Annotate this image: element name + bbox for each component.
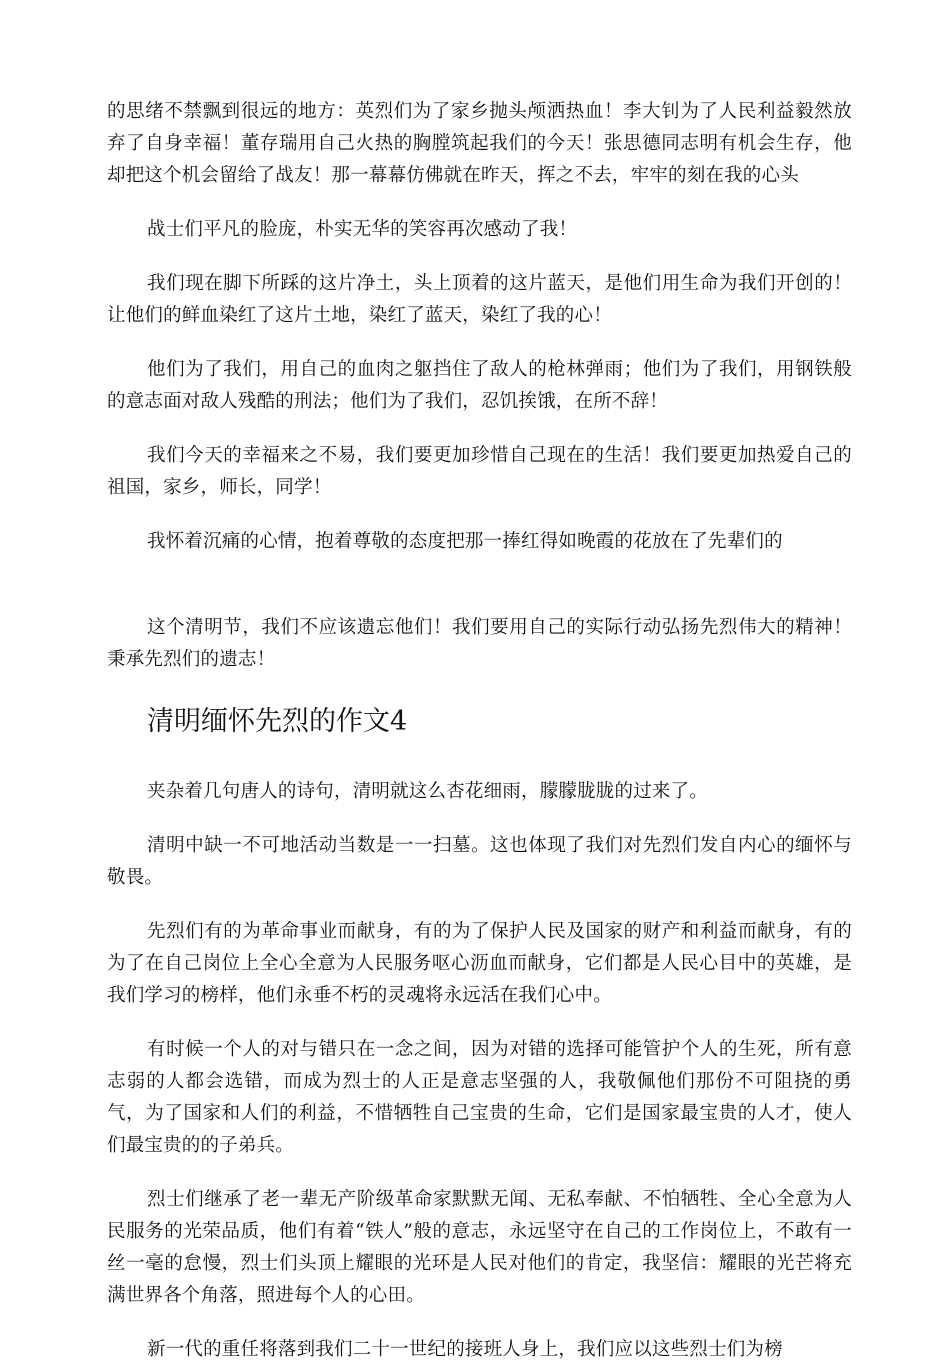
paragraph-continuation: 的思绪不禁飘到很远的地方：英烈们为了家乡抛头颅洒热血！李大钊为了人民利益毅然放弃了自身幸福！董存瑞用自己火热的胸膛筑起我们的今天！张思德同志明有机会生存，他却把这个机会留给了战友！那一幕幕仿佛就在昨天，挥之不去，牢牢的刻在我的心头 bbox=[107, 101, 852, 186]
paragraph: 新一代的重任将落到我们二十一世纪的接班人身上，我们应以这些烈士们为榜 bbox=[147, 1339, 783, 1360]
paragraph: 先烈们有的为革命事业而献身，有的为了保护人民及国家的财产和利益而献身，有的为了在自己岗位上全心全意为人民服务呕心沥血而献身，它们都是人民心目中的英雄，是我们学习的榜样，他们永垂不朽的灵魂将永远活在我们心中。 bbox=[107, 921, 852, 1006]
paragraph: 烈士们继承了老一辈无产阶级革命家默默无闻、无私奉献、不怕牺牲、全心全意为人民服务的光荣品质，他们有着“铁人”般的意志，永远坚守在自己的工作岗位上，不敢有一丝一毫的怠慢，烈士们头顶上耀眼的光环是人民对他们的肯定，我坚信：耀眼的光芒将充满世界各个角落，照进每个人的心田。 bbox=[107, 1189, 852, 1306]
paragraph: 我怀着沉痛的心情，抱着尊敬的态度把那一捧红得如晚霞的花放在了先辈们的 bbox=[147, 531, 783, 552]
paragraph: 夹杂着几句唐人的诗句，清明就这么杏花细雨，朦朦胧胧的过来了。 bbox=[147, 781, 709, 802]
paragraph: 我们现在脚下所踩的这片净土，头上顶着的这片蓝天，是他们用生命为我们开创的！让他们的鲜血染红了这片土地，染红了蓝天，染红了我的心！ bbox=[107, 273, 852, 326]
paragraph: 我们今天的幸福来之不易，我们要更加珍惜自己现在的生活！我们要更加热爱自己的祖国，家乡，师长，同学！ bbox=[107, 445, 852, 498]
paragraph: 这个清明节，我们不应该遗忘他们！我们要用自己的实际行动弘扬先烈伟大的精神！秉承先烈们的遗志！ bbox=[107, 617, 852, 670]
paragraph: 有时候一个人的对与错只在一念之间，因为对错的选择可能管护个人的生死，所有意志弱的人都会选错，而成为烈士的人正是意志坚强的人，我敬佩他们那份不可阻挠的勇气，为了国家和人们的利益，不惜牺牲自己宝贵的生命，它们是国家最宝贵的人才，使人们最宝贵的的子弟兵。 bbox=[107, 1039, 852, 1156]
paragraph: 战士们平凡的脸庞，朴实无华的笑容再次感动了我！ bbox=[147, 219, 578, 240]
document-page bbox=[107, 96, 852, 1366]
paragraph: 清明中缺一不可地活动当数是一一扫墓。这也体现了我们对先烈们发自内心的缅怀与敬畏。 bbox=[107, 835, 852, 888]
paragraph: 他们为了我们，用自己的血肉之躯挡住了敌人的枪林弹雨；他们为了我们，用钢铁般的意志面对敌人残酷的刑法；他们为了我们，忍饥挨饿，在所不辞！ bbox=[107, 359, 852, 412]
section-heading: 清明缅怀先烈的作文4 bbox=[147, 706, 408, 737]
